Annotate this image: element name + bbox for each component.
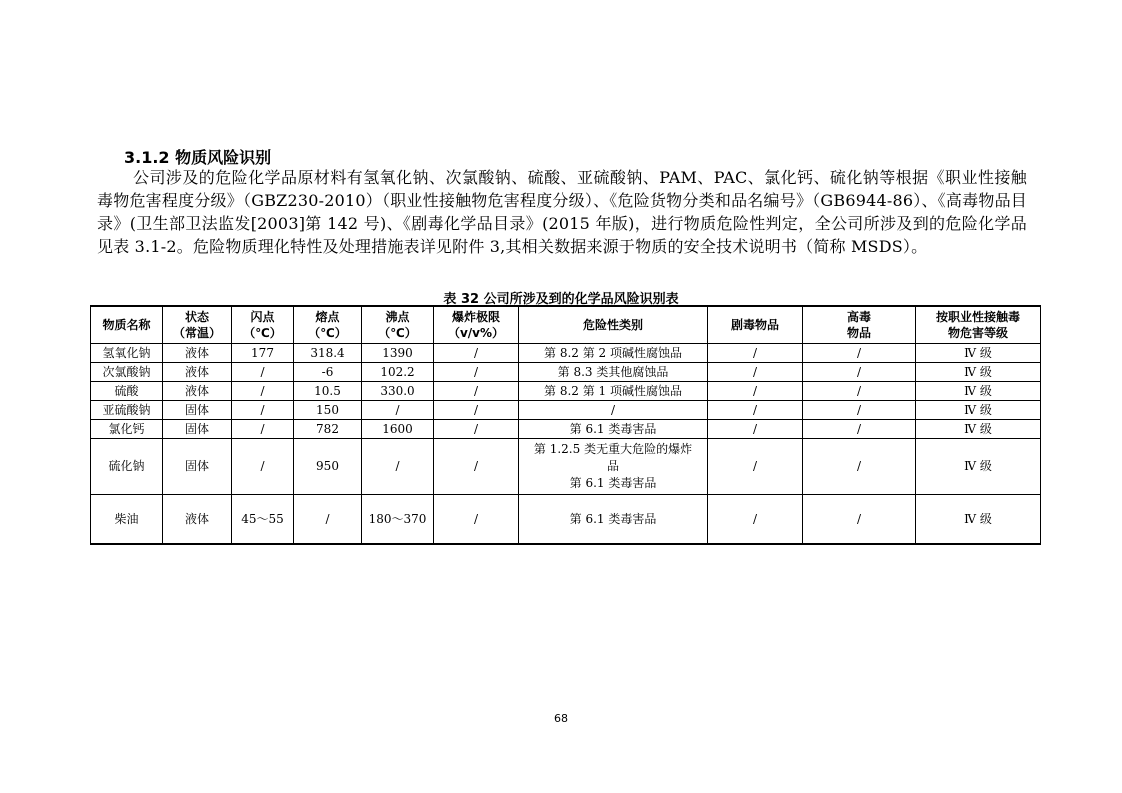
cell-name: 次氯酸钠 <box>91 363 163 382</box>
cell-boil: 102.2 <box>362 363 434 382</box>
cell-melt: 318.4 <box>294 344 362 363</box>
cell-toxic: / <box>708 420 803 439</box>
header-melting-point: 熔点 （℃） <box>294 306 362 344</box>
page-number: 68 <box>554 712 568 725</box>
cell-hazard: 第 6.1 类毒害品 <box>519 420 708 439</box>
cell-hazard: 第 6.1 类毒害品 <box>519 495 708 545</box>
header-explosion-limit: 爆炸极限 （v/v%） <box>434 306 519 344</box>
cell-toxic: / <box>708 382 803 401</box>
cell-boil: / <box>362 439 434 495</box>
cell-grade: Ⅳ 级 <box>916 439 1041 495</box>
cell-grade: Ⅳ 级 <box>916 420 1041 439</box>
cell-grade: Ⅳ 级 <box>916 495 1041 545</box>
cell-flash: / <box>232 363 294 382</box>
cell-melt: 150 <box>294 401 362 420</box>
chemical-risk-table <box>90 305 1041 545</box>
cell-name: 柴油 <box>91 495 163 545</box>
table-row <box>91 439 1041 495</box>
cell-melt: 10.5 <box>294 382 362 401</box>
table-row <box>91 344 1041 363</box>
cell-name: 硫酸 <box>91 382 163 401</box>
header-high-toxic: 高毒 物品 <box>803 306 916 344</box>
cell-explosion: / <box>434 344 519 363</box>
cell-toxic: / <box>708 363 803 382</box>
cell-state: 液体 <box>163 363 232 382</box>
cell-toxic: / <box>708 401 803 420</box>
header-hazard-grade: 按职业性接触毒 物危害等级 <box>916 306 1041 344</box>
table-header-row <box>91 306 1041 344</box>
cell-boil: / <box>362 401 434 420</box>
cell-name: 亚硫酸钠 <box>91 401 163 420</box>
table-row <box>91 420 1041 439</box>
cell-toxic: / <box>708 495 803 545</box>
table-row <box>91 401 1041 420</box>
cell-grade: Ⅳ 级 <box>916 401 1041 420</box>
cell-toxic: / <box>708 439 803 495</box>
cell-explosion: / <box>434 495 519 545</box>
cell-high-toxic: / <box>803 382 916 401</box>
cell-name: 硫化钠 <box>91 439 163 495</box>
cell-hazard: 第 8.2 第 2 项碱性腐蚀品 <box>519 344 708 363</box>
cell-toxic: / <box>708 344 803 363</box>
cell-name: 氯化钙 <box>91 420 163 439</box>
cell-explosion: / <box>434 439 519 495</box>
cell-hazard: / <box>519 401 708 420</box>
cell-high-toxic: / <box>803 363 916 382</box>
cell-high-toxic: / <box>803 344 916 363</box>
cell-state: 液体 <box>163 344 232 363</box>
table-row <box>91 495 1041 545</box>
cell-grade: Ⅳ 级 <box>916 382 1041 401</box>
cell-flash: 45～55 <box>232 495 294 545</box>
cell-melt: -6 <box>294 363 362 382</box>
cell-boil: 1390 <box>362 344 434 363</box>
header-hazard-class: 危险性类别 <box>519 306 708 344</box>
cell-flash: / <box>232 382 294 401</box>
header-flash-point: 闪点 （℃） <box>232 306 294 344</box>
cell-hazard: 第 8.2 第 1 项碱性腐蚀品 <box>519 382 708 401</box>
cell-melt: 950 <box>294 439 362 495</box>
cell-flash: / <box>232 401 294 420</box>
cell-explosion: / <box>434 363 519 382</box>
cell-explosion: / <box>434 420 519 439</box>
cell-grade: Ⅳ 级 <box>916 363 1041 382</box>
header-toxic: 剧毒物品 <box>708 306 803 344</box>
cell-state: 固体 <box>163 439 232 495</box>
header-name: 物质名称 <box>91 306 163 344</box>
header-state: 状态 （常温） <box>163 306 232 344</box>
cell-state: 液体 <box>163 382 232 401</box>
cell-grade: Ⅳ 级 <box>916 344 1041 363</box>
cell-hazard: 第 8.3 类其他腐蚀品 <box>519 363 708 382</box>
cell-state: 液体 <box>163 495 232 545</box>
cell-high-toxic: / <box>803 420 916 439</box>
cell-explosion: / <box>434 401 519 420</box>
cell-flash: / <box>232 439 294 495</box>
cell-explosion: / <box>434 382 519 401</box>
section-heading: 3.1.2 物质风险识别 <box>124 148 272 167</box>
cell-boil: 180～370 <box>362 495 434 545</box>
cell-melt: / <box>294 495 362 545</box>
cell-state: 固体 <box>163 420 232 439</box>
cell-high-toxic: / <box>803 439 916 495</box>
table-row <box>91 382 1041 401</box>
cell-state: 固体 <box>163 401 232 420</box>
cell-boil: 330.0 <box>362 382 434 401</box>
cell-flash: / <box>232 420 294 439</box>
cell-flash: 177 <box>232 344 294 363</box>
header-boiling-point: 沸点 （℃） <box>362 306 434 344</box>
cell-melt: 782 <box>294 420 362 439</box>
cell-hazard: 第 1.2.5 类无重大危险的爆炸 品 第 6.1 类毒害品 <box>519 439 708 495</box>
cell-boil: 1600 <box>362 420 434 439</box>
table-caption: 表 32 公司所涉及到的化学品风险识别表 <box>443 292 679 307</box>
cell-high-toxic: / <box>803 495 916 545</box>
body-paragraph: 公司涉及的危险化学品原材料有氢氧化钠、次氯酸钠、硫酸、亚硫酸钠、PAM、PAC、氯化钙、硫化钠等根据《职业性接触毒物危害程度分级》（GBZ230-2010）（职业性接触物危害程度分级）、《危险货物分类和品名编号》（GB6944-86）、《高毒物品目录》(卫生部卫法监发[2003]第 142 号)、《剧毒化学品目录》(2015 年版)，进行物质危险性判定，全公司所涉及到的危险化学品见表 3.1-2。危险物质理化特性及处理措施表详见附件 3,其相关数据来源于物质的安全技术说明书（简称 MSDS）。 <box>97 168 1027 256</box>
cell-high-toxic: / <box>803 401 916 420</box>
table-row <box>91 363 1041 382</box>
cell-name: 氢氧化钠 <box>91 344 163 363</box>
